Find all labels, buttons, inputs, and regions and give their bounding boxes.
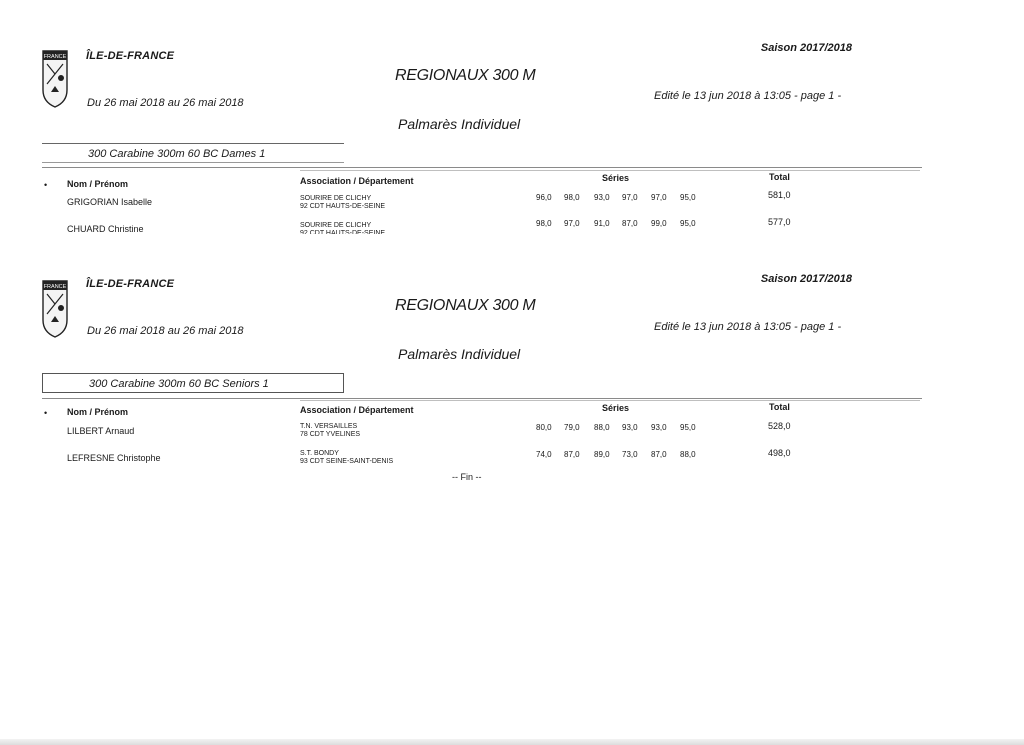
edited-timestamp: Edité le 13 jun 2018 à 13:05 - page 1 -	[654, 90, 842, 102]
season-label: Saison 2017/2018	[760, 273, 852, 285]
series-score: 95,0	[680, 193, 696, 202]
series-score: 95,0	[680, 219, 696, 228]
category-label: 300 Carabine 300m 60 BC Dames 1	[42, 143, 344, 163]
association-department: 92 CDT HAUTS-DE-SEINE	[300, 203, 386, 210]
series-score: 97,0	[622, 193, 638, 202]
end-marker: -- Fin --	[452, 472, 482, 482]
series-score: 93,0	[622, 423, 638, 432]
category-label: 300 Carabine 300m 60 BC Seniors 1	[42, 373, 344, 393]
event-title: REGIONAUX 300 M	[395, 297, 536, 314]
series-score: 98,0	[564, 193, 580, 202]
series-score: 96,0	[536, 193, 552, 202]
event-title: REGIONAUX 300 M	[395, 67, 536, 84]
association-department: 78 CDT YVELINES	[300, 431, 361, 438]
column-header-total: Total	[769, 402, 790, 412]
association-department: 92 CDT HAUTS-DE-SEINE	[300, 230, 386, 234]
column-header-series: Séries	[602, 403, 630, 413]
association-club: S.T. BONDY	[300, 450, 339, 457]
series-score: 95,0	[680, 423, 696, 432]
header-divider	[42, 398, 922, 399]
series-score: 73,0	[622, 450, 638, 459]
series-score: 97,0	[564, 219, 580, 228]
column-header-total: Total	[769, 172, 790, 182]
series-score: 74,0	[536, 450, 552, 459]
region-name: ÎLE-DE-FRANCE	[86, 50, 175, 62]
association-club: T.N. VERSAILLES	[300, 423, 358, 430]
column-header-association: Association / Département	[300, 176, 414, 186]
association-department: 93 CDT SEINE-SAINT-DENIS	[300, 458, 394, 465]
series-score: 89,0	[594, 450, 610, 459]
association-club: SOURIRE DE CLICHY	[300, 222, 372, 229]
table-row-name: CHUARD Christine	[67, 224, 144, 234]
season-label: Saison 2017/2018	[760, 42, 852, 54]
report-subtitle: Palmarès Individuel	[398, 346, 521, 362]
association-club: SOURIRE DE CLICHY	[300, 195, 372, 202]
series-score: 93,0	[594, 193, 610, 202]
report-subtitle: Palmarès Individuel	[398, 116, 521, 132]
event-dates: Du 26 mai 2018 au 26 mai 2018	[87, 325, 244, 337]
table-row-name: LILBERT Arnaud	[67, 426, 135, 436]
row-total: 498,0	[768, 448, 791, 458]
column-header-association: Association / Département	[300, 405, 414, 415]
series-score: 88,0	[680, 450, 696, 459]
series-score: 87,0	[622, 219, 638, 228]
series-score: 93,0	[651, 423, 667, 432]
row-total: 581,0	[768, 190, 791, 200]
series-score: 80,0	[536, 423, 552, 432]
column-header-name: Nom / Prénom	[67, 179, 129, 189]
svg-text:FRANCE: FRANCE	[43, 284, 67, 290]
series-score: 98,0	[536, 219, 552, 228]
column-header-series: Séries	[602, 173, 630, 183]
series-score: 88,0	[594, 423, 610, 432]
series-score: 99,0	[651, 219, 667, 228]
table-row-name: GRIGORIAN Isabelle	[67, 197, 153, 207]
header-divider-faint	[300, 400, 920, 401]
series-score: 87,0	[651, 450, 667, 459]
table-row-association	[300, 423, 360, 439]
edited-timestamp: Edité le 13 jun 2018 à 13:05 - page 1 -	[654, 321, 842, 333]
series-score: 91,0	[594, 219, 610, 228]
region-name: ÎLE-DE-FRANCE	[86, 278, 175, 290]
series-score: 79,0	[564, 423, 580, 432]
scan-page-edge	[0, 739, 1024, 745]
table-row-name: LEFRESNE Christophe	[67, 453, 161, 463]
row-total: 528,0	[768, 421, 791, 431]
series-score: 87,0	[564, 450, 580, 459]
row-marker: •	[44, 408, 48, 418]
svg-text:FRANCE: FRANCE	[43, 54, 67, 60]
table-row-association	[300, 450, 393, 466]
column-header-name: Nom / Prénom	[67, 407, 129, 417]
event-dates: Du 26 mai 2018 au 26 mai 2018	[87, 97, 244, 109]
series-score: 97,0	[651, 193, 667, 202]
row-total: 577,0	[768, 217, 791, 227]
ile-de-france-crest-icon	[42, 280, 68, 338]
row-marker: •	[44, 180, 48, 190]
